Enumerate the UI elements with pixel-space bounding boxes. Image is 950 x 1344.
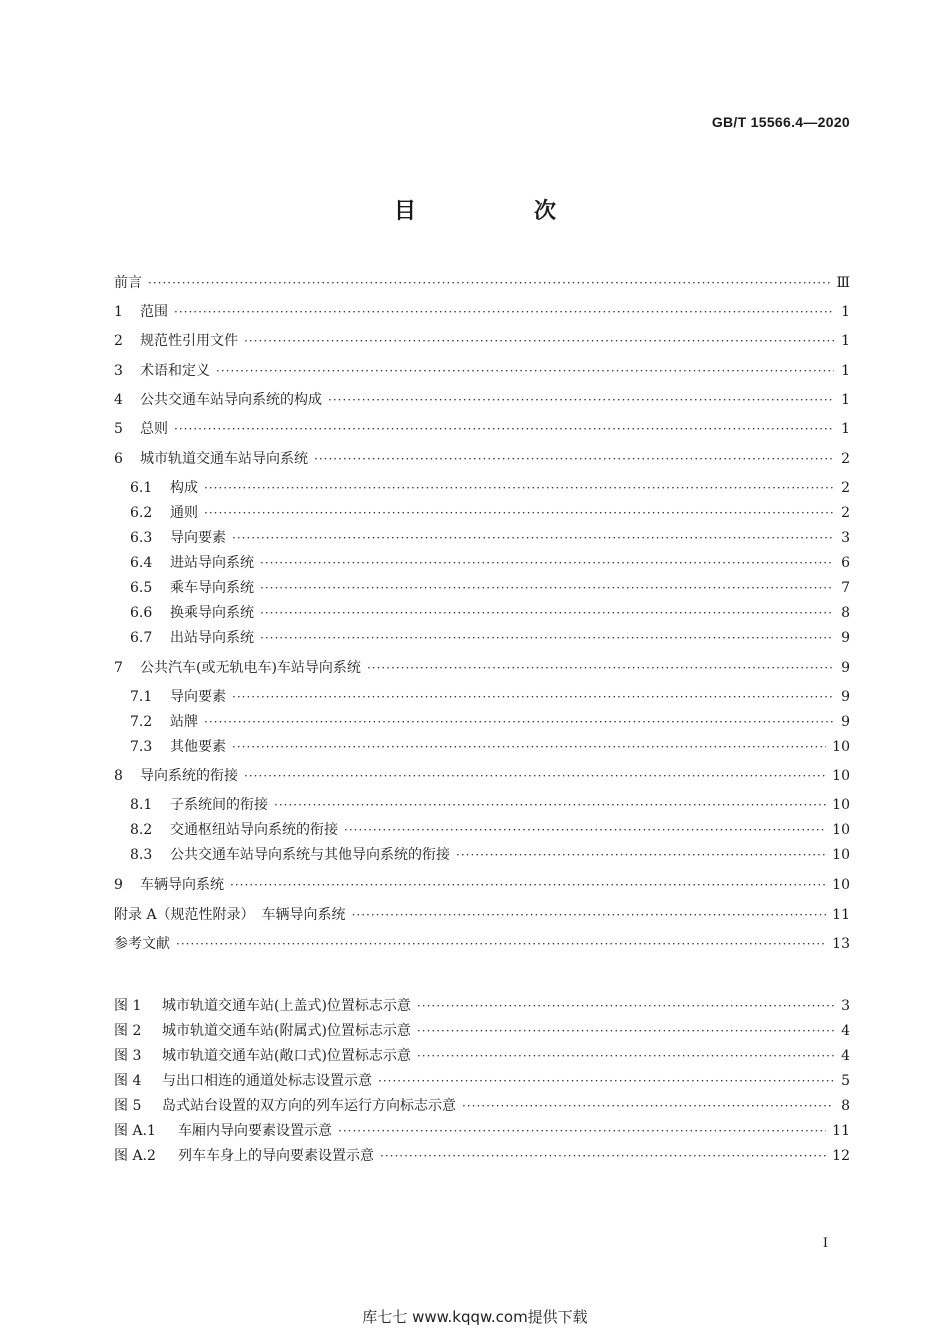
item-page-number: 10 <box>832 768 850 784</box>
dot-leader <box>176 931 826 957</box>
item-page-number: 10 <box>832 822 850 838</box>
item-label: 城市轨道交通车站(附属式)位置标志示意 <box>162 1023 411 1039</box>
item-label: 进站导向系统 <box>170 555 254 571</box>
item-page-number: 8 <box>841 1098 850 1114</box>
toc-item[interactable] <box>114 387 850 413</box>
item-label: 岛式站台设置的双方向的列车运行方向标志示意 <box>162 1098 456 1114</box>
item-label: 城市轨道交通车站导向系统 <box>140 451 308 467</box>
item-number: 图 2 <box>114 1023 142 1039</box>
toc-item[interactable] <box>114 931 850 957</box>
dot-leader <box>230 872 826 898</box>
item-label: 城市轨道交通车站(敞口式)位置标志示意 <box>162 1048 411 1064</box>
page-folio: I <box>822 1236 828 1251</box>
item-label: 公共汽车(或无轨电车)车站导向系统 <box>140 660 361 676</box>
item-number: 8.3 <box>130 847 153 863</box>
item-number: 6.7 <box>130 630 153 646</box>
item-number: 6.1 <box>130 480 153 496</box>
dot-leader <box>456 842 826 868</box>
toc-item[interactable] <box>130 625 850 651</box>
item-number: 图 5 <box>114 1098 142 1114</box>
item-number: 6.5 <box>130 580 153 596</box>
dot-leader <box>274 792 826 818</box>
item-page-number: Ⅲ <box>836 275 850 291</box>
item-number: 7.1 <box>130 689 153 705</box>
item-page-number: 1 <box>841 333 850 349</box>
item-number: 图 4 <box>114 1073 142 1089</box>
toc-item[interactable] <box>114 358 850 384</box>
watermark-text: 库七七 www.kqqw.com提供下载 <box>362 1308 588 1326</box>
toc-item[interactable] <box>130 734 850 760</box>
figure-list-item[interactable] <box>114 1018 850 1044</box>
toc-item[interactable] <box>130 575 850 601</box>
dot-leader <box>417 1043 834 1069</box>
item-label: 导向要素 <box>170 689 226 705</box>
item-page-number: 6 <box>841 555 850 571</box>
dot-leader <box>174 416 834 442</box>
figure-list-item[interactable] <box>114 1118 850 1144</box>
item-page-number: 2 <box>841 451 850 467</box>
dot-leader <box>367 655 834 681</box>
item-label: 导向要素 <box>170 530 226 546</box>
toc-item[interactable] <box>130 550 850 576</box>
toc-item[interactable] <box>114 328 850 354</box>
item-label: 与出口相连的通道处标志设置示意 <box>162 1073 372 1089</box>
toc-item[interactable] <box>130 500 850 526</box>
item-number: 1 <box>114 304 123 320</box>
item-label: 乘车导向系统 <box>170 580 254 596</box>
dot-leader <box>380 1143 826 1169</box>
item-page-number: 1 <box>841 363 850 379</box>
item-page-number: 3 <box>841 998 850 1014</box>
figure-list-item[interactable] <box>114 993 850 1019</box>
dot-leader <box>260 575 834 601</box>
item-number: 8.1 <box>130 797 153 813</box>
item-number: 8.2 <box>130 822 153 838</box>
item-number: 6.4 <box>130 555 153 571</box>
item-number: 图 3 <box>114 1048 142 1064</box>
item-label: 出站导向系统 <box>170 630 254 646</box>
dot-leader <box>204 500 834 526</box>
dot-leader <box>352 902 827 928</box>
item-page-number: 2 <box>841 505 850 521</box>
item-number: 7.3 <box>130 739 153 755</box>
dot-leader <box>232 684 834 710</box>
toc-item[interactable] <box>130 525 850 551</box>
dot-leader <box>232 734 826 760</box>
item-label: 城市轨道交通车站(上盖式)位置标志示意 <box>162 998 411 1014</box>
item-label: 规范性引用文件 <box>140 333 238 349</box>
item-number: 7.2 <box>130 714 153 730</box>
toc-item[interactable] <box>130 709 850 735</box>
item-number: 图 A.1 <box>114 1123 156 1139</box>
dot-leader <box>204 709 834 735</box>
figure-list-item[interactable] <box>114 1143 850 1169</box>
dot-leader <box>232 525 834 551</box>
item-page-number: 1 <box>841 304 850 320</box>
dot-leader <box>174 299 834 325</box>
item-number: 图 1 <box>114 998 142 1014</box>
item-number: 2 <box>114 333 123 349</box>
item-page-number: 11 <box>832 1123 850 1139</box>
item-label: 列车车身上的导向要素设置示意 <box>178 1148 374 1164</box>
item-page-number: 1 <box>841 421 850 437</box>
figure-list-item[interactable] <box>114 1043 850 1069</box>
item-number: 7 <box>114 660 123 676</box>
figure-list-item[interactable] <box>114 1068 850 1094</box>
dot-leader <box>314 446 834 472</box>
dot-leader <box>260 550 834 576</box>
item-page-number: 2 <box>841 480 850 496</box>
toc-item[interactable] <box>114 270 850 296</box>
item-label: 构成 <box>170 480 198 496</box>
item-label: 总则 <box>140 421 168 437</box>
item-page-number: 4 <box>841 1023 850 1039</box>
item-page-number: 10 <box>832 847 850 863</box>
item-label: 车厢内导向要素设置示意 <box>178 1123 332 1139</box>
item-label: 导向系统的衔接 <box>140 768 238 784</box>
item-label: 前言 <box>114 275 142 291</box>
item-label: 站牌 <box>170 714 198 730</box>
item-label: 子系统间的衔接 <box>170 797 268 813</box>
item-number: 图 A.2 <box>114 1148 156 1164</box>
item-page-number: 12 <box>832 1148 850 1164</box>
item-label: 车辆导向系统 <box>140 877 224 893</box>
dot-leader <box>344 817 826 843</box>
item-page-number: 10 <box>832 739 850 755</box>
item-label: 交通枢纽站导向系统的衔接 <box>170 822 338 838</box>
toc-item[interactable] <box>114 416 850 442</box>
item-number: 4 <box>114 392 123 408</box>
dot-leader <box>378 1068 834 1094</box>
item-page-number: 9 <box>841 630 850 646</box>
item-label: 其他要素 <box>170 739 226 755</box>
page-title: 目 次 <box>393 199 604 224</box>
item-page-number: 7 <box>841 580 850 596</box>
toc-item[interactable] <box>114 655 850 681</box>
toc-item[interactable] <box>114 872 850 898</box>
dot-leader <box>462 1093 834 1119</box>
toc-item[interactable] <box>114 299 850 325</box>
item-label: 参考文献 <box>114 936 170 952</box>
item-page-number: 11 <box>832 907 850 923</box>
item-page-number: 9 <box>841 689 850 705</box>
toc-item[interactable] <box>114 902 850 928</box>
dot-leader <box>148 270 830 296</box>
item-number: 8 <box>114 768 123 784</box>
item-number: 9 <box>114 877 123 893</box>
item-label: 范围 <box>140 304 168 320</box>
dot-leader <box>338 1118 826 1144</box>
dot-leader <box>204 475 834 501</box>
item-page-number: 10 <box>832 877 850 893</box>
standard-code: GB/T 15566.4—2020 <box>711 114 850 130</box>
toc-item[interactable] <box>130 684 850 710</box>
toc-item[interactable] <box>114 763 850 789</box>
dot-leader <box>417 993 834 1019</box>
item-page-number: 10 <box>832 797 850 813</box>
item-page-number: 3 <box>841 530 850 546</box>
dot-leader <box>260 625 834 651</box>
dot-leader <box>244 763 826 789</box>
toc-item[interactable] <box>130 792 850 818</box>
item-page-number: 9 <box>841 714 850 730</box>
item-page-number: 13 <box>832 936 850 952</box>
item-number: 6 <box>114 451 123 467</box>
item-number: 3 <box>114 363 123 379</box>
toc-item[interactable] <box>114 446 850 472</box>
item-label: 附录 A（规范性附录） 车辆导向系统 <box>114 907 346 923</box>
dot-leader <box>260 600 834 626</box>
dot-leader <box>244 328 834 354</box>
dot-leader <box>328 387 834 413</box>
item-page-number: 4 <box>841 1048 850 1064</box>
figure-list-item[interactable] <box>114 1093 850 1119</box>
item-label: 通则 <box>170 505 198 521</box>
item-label: 换乘导向系统 <box>170 605 254 621</box>
item-number: 6.2 <box>130 505 153 521</box>
toc-item[interactable] <box>130 817 850 843</box>
item-label: 术语和定义 <box>140 363 210 379</box>
item-page-number: 8 <box>841 605 850 621</box>
toc-item[interactable] <box>130 475 850 501</box>
dot-leader <box>417 1018 834 1044</box>
item-number: 6.3 <box>130 530 153 546</box>
item-label: 公共交通车站导向系统与其他导向系统的衔接 <box>170 847 450 863</box>
item-page-number: 1 <box>841 392 850 408</box>
item-number: 5 <box>114 421 123 437</box>
item-page-number: 9 <box>841 660 850 676</box>
toc-item[interactable] <box>130 600 850 626</box>
item-number: 6.6 <box>130 605 153 621</box>
item-page-number: 5 <box>841 1073 850 1089</box>
toc-item[interactable] <box>130 842 850 868</box>
dot-leader <box>216 358 834 384</box>
item-label: 公共交通车站导向系统的构成 <box>140 392 322 408</box>
